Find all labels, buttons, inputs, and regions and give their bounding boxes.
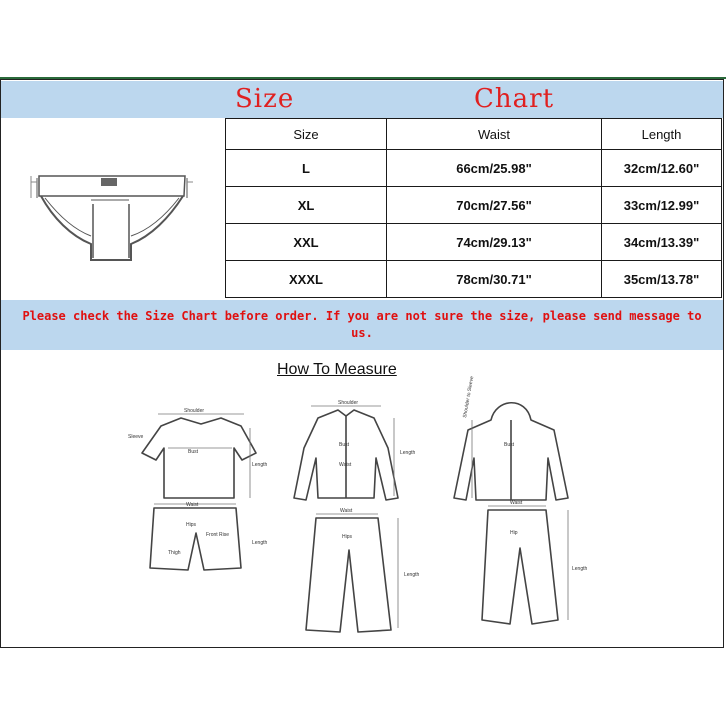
how-to-measure-title: How To Measure <box>277 361 397 378</box>
label-length-shirt: Length <box>400 450 416 456</box>
size-cell: XXL <box>226 224 387 261</box>
table-row <box>226 187 722 224</box>
waist-cell: 70cm/27.56" <box>387 187 602 224</box>
waist-cell: 66cm/25.98" <box>387 150 602 187</box>
header-size: Size <box>226 119 387 150</box>
order-notice-text: Please check the Size Chart before order. If you are not sure the size, please send message to us. <box>22 309 702 340</box>
label-sleeve-tee: Sleeve <box>128 434 144 440</box>
label-waist-shorts: Waist <box>186 502 199 508</box>
label-length-tee: Length <box>252 462 268 468</box>
order-notice-band <box>1 300 723 350</box>
waist-cell: 74cm/29.13" <box>387 224 602 261</box>
label-waist-joggers: Waist <box>510 500 523 506</box>
label-bust-shirt: Bust <box>339 442 350 448</box>
title-chart-word: Chart <box>474 84 555 114</box>
label-bust-hoodie: Bust <box>504 442 515 448</box>
label-front-rise: Front Rise <box>206 532 230 538</box>
label-length-joggers: Length <box>572 566 588 572</box>
size-table <box>225 118 722 298</box>
waist-cell: 78cm/30.71" <box>387 261 602 298</box>
length-cell: 32cm/12.60" <box>602 150 722 187</box>
label-shoulder-tee: Shoulder <box>184 408 205 414</box>
shorts-outline <box>150 508 241 570</box>
label-waist-pants: Waist <box>340 508 353 514</box>
header-waist: Waist <box>387 119 602 150</box>
label-length-pants: Length <box>404 572 420 578</box>
size-cell: XXXL <box>226 261 387 298</box>
title-size-word: Size <box>235 84 295 114</box>
size-cell: XL <box>226 187 387 224</box>
label-shoulder-to-sleeve: Shoulder to Sleeve <box>462 375 476 419</box>
waistband-logo-icon <box>101 178 117 186</box>
label-waist-shirt: Waist <box>339 462 352 468</box>
joggers-outline <box>482 510 558 624</box>
label-length-shorts: Length <box>252 540 268 546</box>
table-header-row <box>226 119 722 150</box>
table-row <box>226 224 722 261</box>
length-cell: 33cm/12.99" <box>602 187 722 224</box>
table-row <box>226 261 722 298</box>
label-bust-tee: Bust <box>188 449 199 455</box>
label-hip-joggers: Hip <box>510 530 518 536</box>
table-row <box>226 150 722 187</box>
header-length: Length <box>602 119 722 150</box>
label-shoulder-shirt: Shoulder <box>338 400 359 406</box>
label-hips-shorts: Hips <box>186 522 197 528</box>
tshirt-outline <box>142 418 256 498</box>
length-cell: 34cm/13.39" <box>602 224 722 261</box>
briefs-illustration <box>1 118 223 298</box>
label-thigh: Thigh <box>168 550 181 556</box>
label-hips-pants: Hips <box>342 534 353 540</box>
size-cell: L <box>226 150 387 187</box>
length-cell: 35cm/13.78" <box>602 261 722 298</box>
how-to-measure-diagram <box>106 358 616 648</box>
title-band <box>1 81 723 118</box>
